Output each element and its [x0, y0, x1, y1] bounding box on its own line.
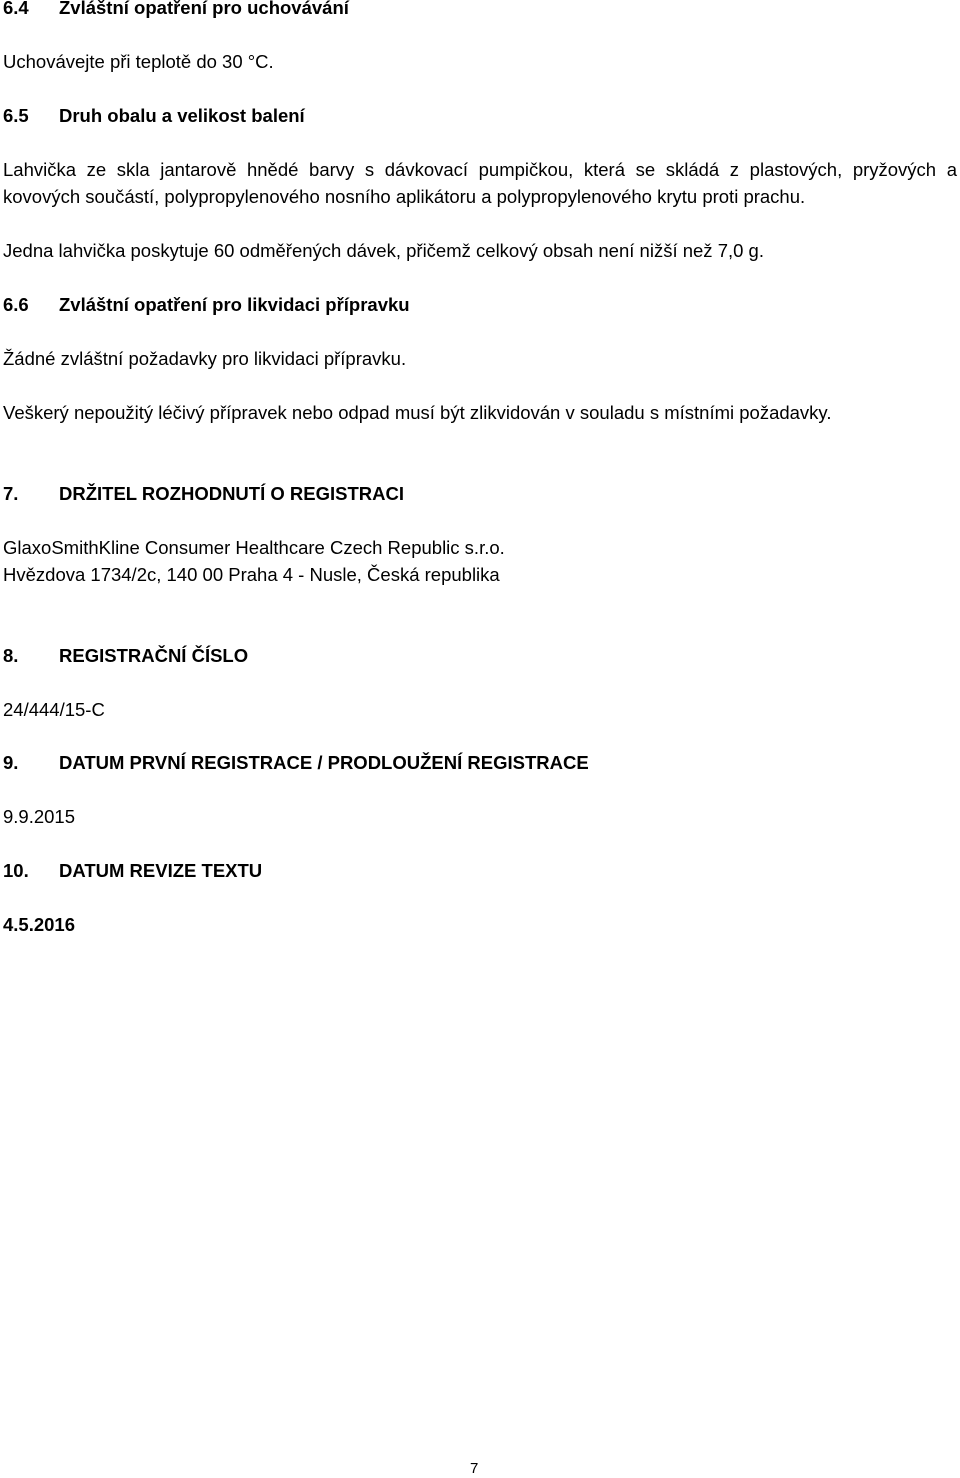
- section-8-heading: [3, 645, 248, 667]
- revision-date: 4.5.2016: [3, 914, 76, 935]
- section-6-6-heading: [3, 294, 410, 316]
- section-number: 7.: [3, 483, 19, 504]
- page-number: 7: [470, 1460, 479, 1477]
- section-number: 6.5: [3, 105, 29, 126]
- section-10-heading: [3, 860, 262, 882]
- section-6-4-heading: [3, 0, 349, 19]
- section-6-5-para1-line2: kovových součástí, polypropylenového nosního aplikátoru a polypropylenového krytu proti prachu.: [3, 186, 806, 207]
- section-number: 8.: [3, 645, 19, 666]
- section-6-5-heading: [3, 105, 305, 127]
- section-number: 10.: [3, 860, 29, 881]
- section-number: 6.6: [3, 294, 29, 315]
- section-6-4-text: Uchovávejte při teplotě do 30 °C.: [3, 51, 274, 72]
- section-7-heading: [3, 483, 404, 505]
- section-9-heading: [3, 752, 589, 774]
- section-title: Druh obalu a velikost balení: [59, 105, 305, 126]
- section-number: 9.: [3, 752, 19, 773]
- section-title: DATUM REVIZE TEXTU: [59, 860, 263, 881]
- section-6-6-para1: Žádné zvláštní požadavky pro likvidaci přípravku.: [3, 348, 407, 369]
- section-6-6-para2: Veškerý nepoužitý léčivý přípravek nebo odpad musí být zlikvidován v souladu s místními požadavky.: [3, 402, 832, 423]
- registration-number: 24/444/15-C: [3, 699, 105, 720]
- section-6-5-para1-line1: Lahvička ze skla jantarově hnědé barvy s dávkovací pumpičkou, která se skládá z plastových, pryžových a: [3, 159, 957, 180]
- holder-name: GlaxoSmithKline Consumer Healthcare Czech Republic s.r.o.: [3, 537, 505, 558]
- section-title: DATUM PRVNÍ REGISTRACE / PRODLOUŽENÍ REGISTRACE: [59, 752, 589, 773]
- section-number: 6.4: [3, 0, 29, 18]
- section-title: REGISTRAČNÍ ČÍSLO: [59, 645, 249, 666]
- section-6-5-para2: Jedna lahvička poskytuje 60 odměřených dávek, přičemž celkový obsah není nižší než 7,0 g.: [3, 240, 764, 261]
- section-title: DRŽITEL ROZHODNUTÍ O REGISTRACI: [59, 483, 404, 504]
- section-title: Zvláštní opatření pro uchovávání: [59, 0, 349, 18]
- section-title: Zvláštní opatření pro likvidaci přípravku: [59, 294, 410, 315]
- holder-address: Hvězdova 1734/2c, 140 00 Praha 4 - Nusle, Česká republika: [3, 564, 500, 585]
- first-registration-date: 9.9.2015: [3, 806, 76, 827]
